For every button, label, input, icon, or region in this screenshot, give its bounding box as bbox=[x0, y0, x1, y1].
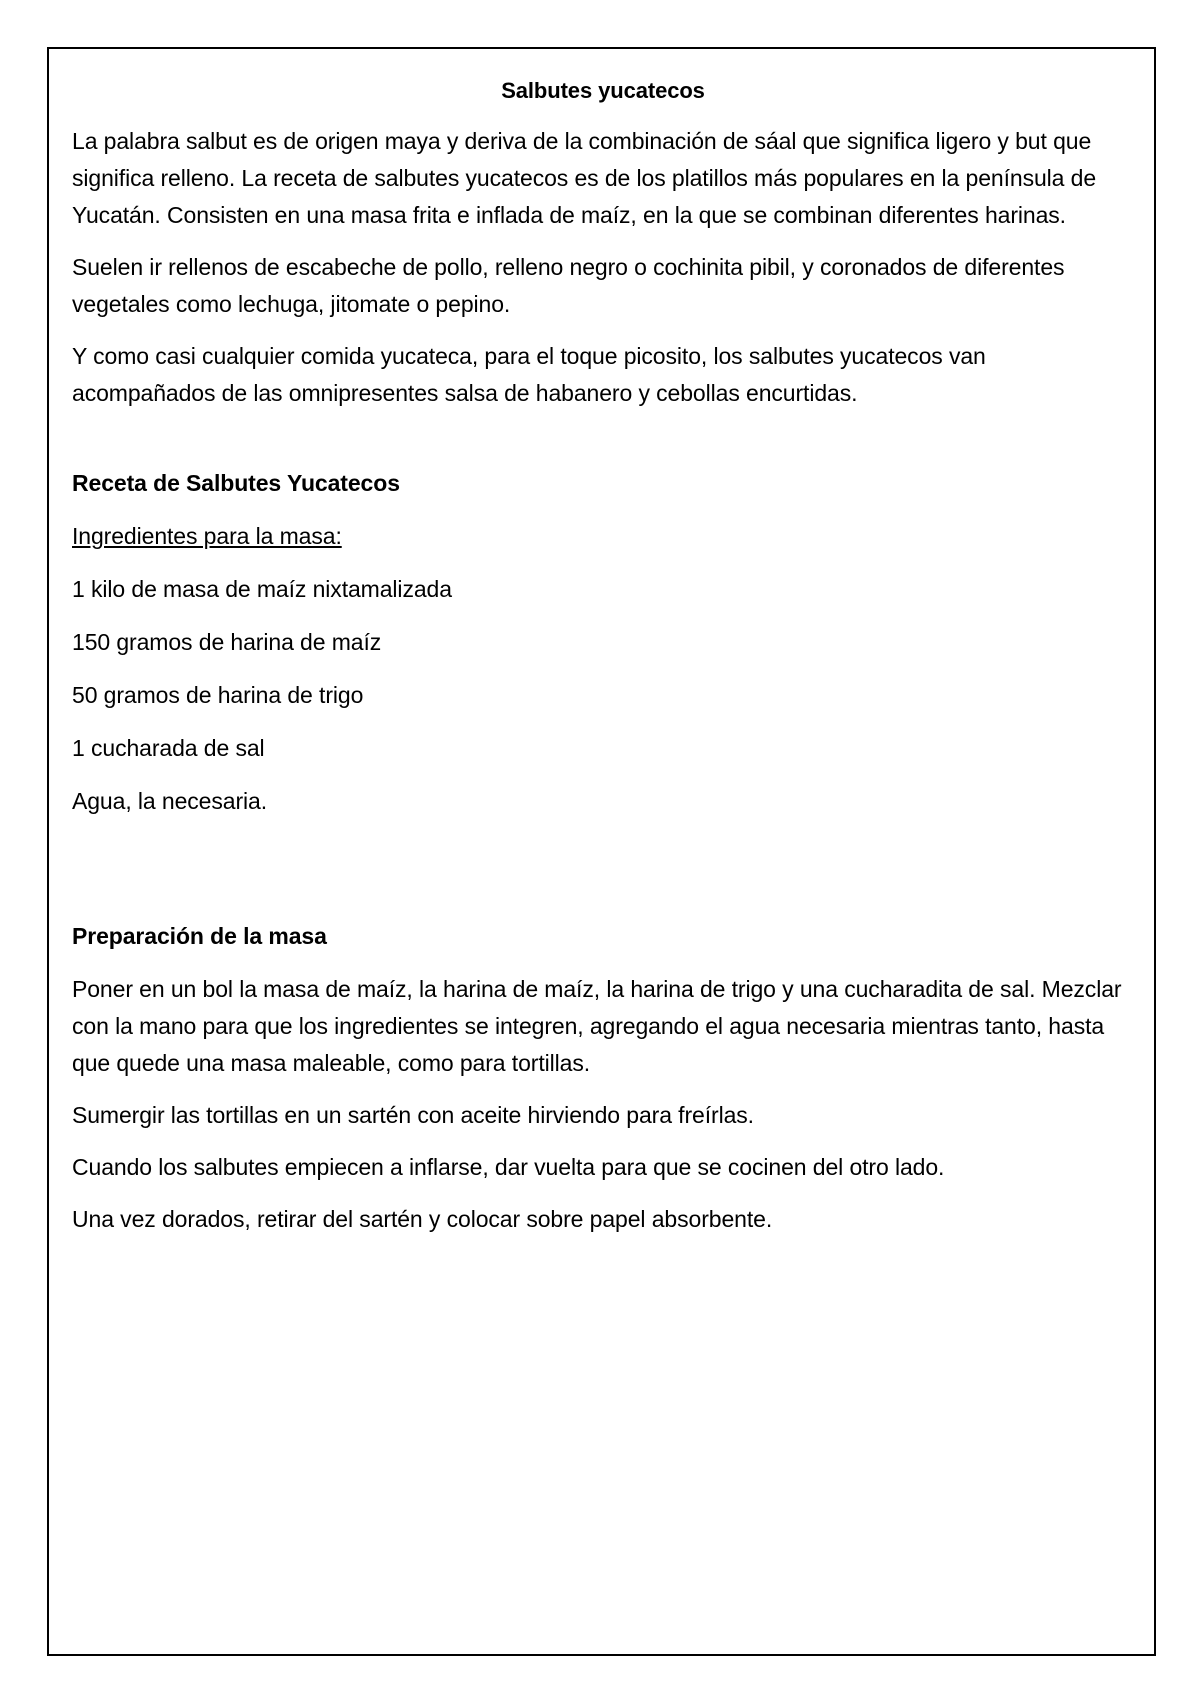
intro-paragraph: Y como casi cualquier comida yucateca, para el toque picosito, los salbutes yucatecos van acompañados de las omnipresentes salsa de habanero y cebollas encurtidas. bbox=[72, 343, 986, 406]
document-body bbox=[72, 72, 1134, 1253]
ingredient-item: 1 kilo de masa de maíz nixtamalizada bbox=[72, 576, 452, 602]
ingredient-item: 50 gramos de harina de trigo bbox=[72, 682, 364, 708]
ingredient-item: Agua, la necesaria. bbox=[72, 788, 268, 814]
preparation-step: Cuando los salbutes empiecen a inflarse, dar vuelta para que se cocinen del otro lado. bbox=[72, 1154, 945, 1180]
preparation-heading: Preparación de la masa bbox=[72, 923, 327, 949]
spacer bbox=[72, 427, 1134, 465]
intro-paragraph: Suelen ir rellenos de escabeche de pollo, relleno negro o cochinita pibil, y coronados de diferentes vegetales como lechuga, jitomate o pepino. bbox=[72, 254, 1065, 317]
intro-paragraph: La palabra salbut es de origen maya y deriva de la combinación de sáal que significa ligero y but que significa relleno. La receta de salbutes yucatecos es de los platillos más populares en la península de Yucatán. Consisten en una masa frita e inflada de maíz, en la que se combinan diferentes harinas. bbox=[72, 128, 1097, 228]
document-title: Salbutes yucatecos bbox=[501, 78, 705, 103]
ingredients-heading: Ingredientes para la masa: bbox=[72, 523, 342, 549]
spacer bbox=[72, 836, 1134, 918]
preparation-step: Una vez dorados, retirar del sartén y colocar sobre papel absorbente. bbox=[72, 1206, 773, 1232]
ingredient-item: 150 gramos de harina de maíz bbox=[72, 629, 382, 655]
preparation-step: Poner en un bol la masa de maíz, la harina de maíz, la harina de trigo y una cucharadita de sal. Mezclar con la mano para que los ingredientes se integren, agregando el agua necesaria mientras tanto, hasta que quede una masa maleable, como para tortillas. bbox=[72, 976, 1122, 1076]
preparation-step: Sumergir las tortillas en un sartén con aceite hirviendo para freírlas. bbox=[72, 1102, 754, 1128]
ingredient-item: 1 cucharada de sal bbox=[72, 735, 265, 761]
recipe-heading: Receta de Salbutes Yucatecos bbox=[72, 470, 400, 496]
